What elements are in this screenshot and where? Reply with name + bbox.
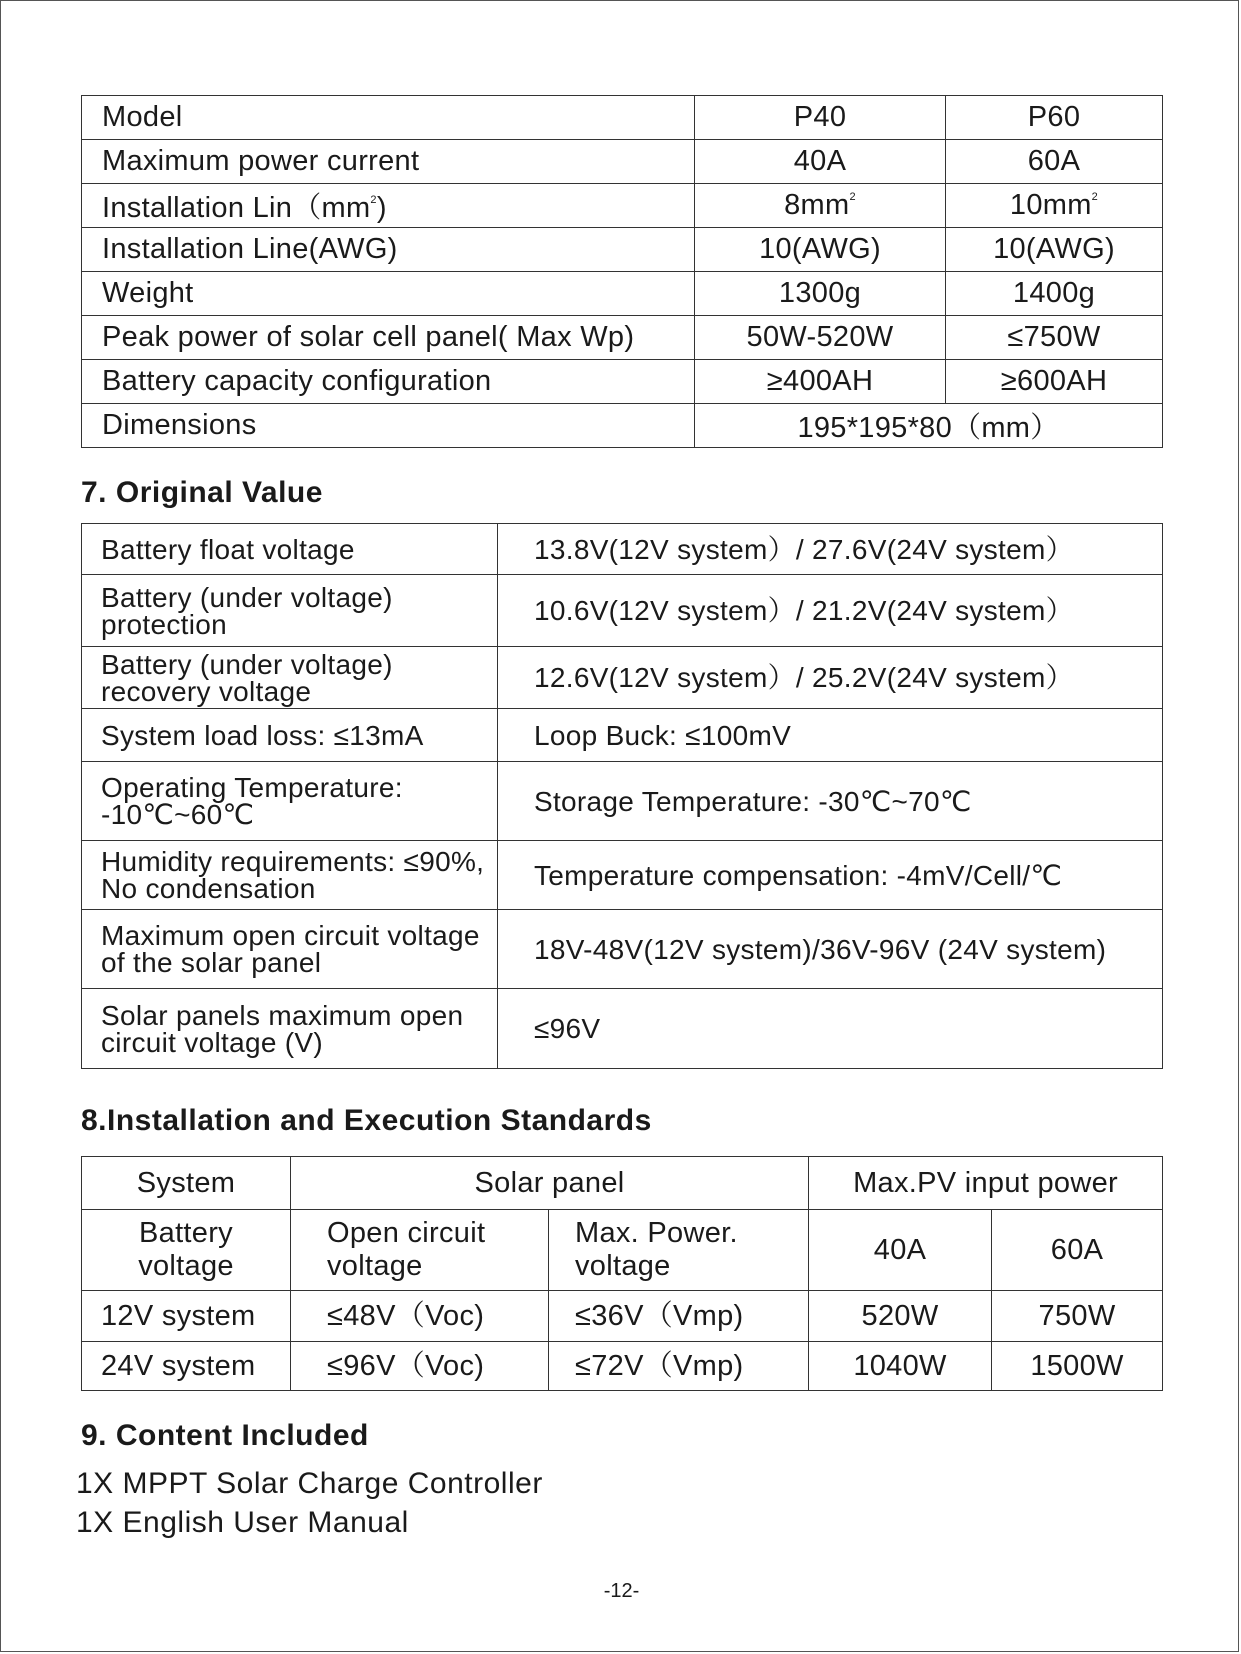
spec-label: Dimensions (82, 404, 695, 448)
table-row (82, 762, 1163, 841)
param-value: 10.6V(12V system）/ 21.2V(24V system） (498, 575, 1163, 647)
cell-voc: ≤48V（Voc) (291, 1291, 549, 1342)
table-row (82, 184, 1163, 228)
header-open-circuit: Open circuit voltage (291, 1210, 549, 1291)
header-max-power: Max. Power. voltage (549, 1210, 809, 1291)
param-key: Humidity requirements: ≤90%, No condensation (82, 841, 498, 910)
table-row (82, 140, 1163, 184)
param-value: 18V-48V(12V system)/36V-96V (24V system) (498, 910, 1163, 989)
table-row (82, 841, 1163, 910)
param-value: 12.6V(12V system）/ 25.2V(24V system） (498, 647, 1163, 709)
spec-value-p60: $10mm^2$ (946, 184, 1163, 228)
table-row (82, 989, 1163, 1069)
spec-value-dimensions: 195*195*80（mm） (695, 404, 1163, 448)
standards-table (81, 1156, 1163, 1391)
spec-label: Installation $Lin(mm^2)$ (82, 184, 695, 228)
spec-value-p40: 10(AWG) (695, 228, 946, 272)
spec-value-p60: 60A (946, 140, 1163, 184)
table-row (82, 96, 1163, 140)
header-60a: 60A (992, 1210, 1163, 1291)
cell-40a: 520W (809, 1291, 992, 1342)
cell-vmp: ≤36V（Vmp) (549, 1291, 809, 1342)
spec-label: Model (82, 96, 695, 140)
spec-label: Maximum power current (82, 140, 695, 184)
spec-label: Peak power of solar cell panel( Max Wp) (82, 316, 695, 360)
spec-value-p40: P40 (695, 96, 946, 140)
param-key: System load loss: ≤13mA (82, 709, 498, 762)
header-max-pv: Max.PV input power (809, 1157, 1163, 1210)
cell-voc: ≤96V（Voc) (291, 1342, 549, 1391)
header-solar-panel: Solar panel (291, 1157, 809, 1210)
spec-value-p40: 40A (695, 140, 946, 184)
table-row (82, 316, 1163, 360)
spec-value-p60: 10(AWG) (946, 228, 1163, 272)
spec-value-p60: P60 (946, 96, 1163, 140)
cell-60a: 750W (992, 1291, 1163, 1342)
param-key: Battery (under voltage) recovery voltage (82, 647, 498, 709)
cell-system: 24V system (82, 1342, 291, 1391)
param-key: Operating Temperature: -10℃~60℃ (82, 762, 498, 841)
spec-value-p40: ≥400AH (695, 360, 946, 404)
spec-table (81, 95, 1163, 448)
param-value: Temperature compensation: -4mV/Cell/℃ (498, 841, 1163, 910)
content-item: 1X English User Manual (76, 1506, 409, 1539)
table-row (82, 360, 1163, 404)
table-row (82, 228, 1163, 272)
table-row (82, 1291, 1163, 1342)
param-value: 13.8V(12V system）/ 27.6V(24V system） (498, 524, 1163, 575)
content-item: 1X MPPT Solar Charge Controller (76, 1467, 543, 1500)
spec-value-p40: $8mm^2$ (695, 184, 946, 228)
param-value: Loop Buck: ≤100mV (498, 709, 1163, 762)
table-row (82, 1210, 1163, 1291)
cell-40a: 1040W (809, 1342, 992, 1391)
table-row (82, 647, 1163, 709)
spec-value-p60: 1400g (946, 272, 1163, 316)
param-value: Storage Temperature: -30℃~70℃ (498, 762, 1163, 841)
table-row (82, 709, 1163, 762)
spec-label: Installation Line(AWG) (82, 228, 695, 272)
section-9-heading: 9. Content Included (81, 1419, 369, 1452)
param-value: ≤96V (498, 989, 1163, 1069)
param-key: Solar panels maximum open circuit voltage (V) (82, 989, 498, 1069)
table-row (82, 524, 1163, 575)
spec-value-p60: ≤750W (946, 316, 1163, 360)
section-7-heading: 7. Original Value (81, 476, 323, 509)
param-key: Battery (under voltage) protection (82, 575, 498, 647)
spec-value-p60: ≥600AH (946, 360, 1163, 404)
spec-value-p40: 50W-520W (695, 316, 946, 360)
spec-value-p40: 1300g (695, 272, 946, 316)
table-row (82, 404, 1163, 448)
table-row (82, 1157, 1163, 1210)
table-row (82, 910, 1163, 989)
table-row (82, 1342, 1163, 1391)
table-row (82, 272, 1163, 316)
page-number: -12- (603, 1580, 640, 1602)
header-battery-voltage: Battery voltage (82, 1210, 291, 1291)
param-key: Battery float voltage (82, 524, 498, 575)
original-value-table (81, 523, 1163, 1069)
cell-60a: 1500W (992, 1342, 1163, 1391)
header-system: System (82, 1157, 291, 1210)
table-row (82, 575, 1163, 647)
header-40a: 40A (809, 1210, 992, 1291)
section-8-heading: 8.Installation and Execution Standards (81, 1104, 652, 1137)
spec-label: Battery capacity configuration (82, 360, 695, 404)
param-key: Maximum open circuit voltage of the solar panel (82, 910, 498, 989)
cell-system: 12V system (82, 1291, 291, 1342)
cell-vmp: ≤72V（Vmp) (549, 1342, 809, 1391)
spec-label: Weight (82, 272, 695, 316)
